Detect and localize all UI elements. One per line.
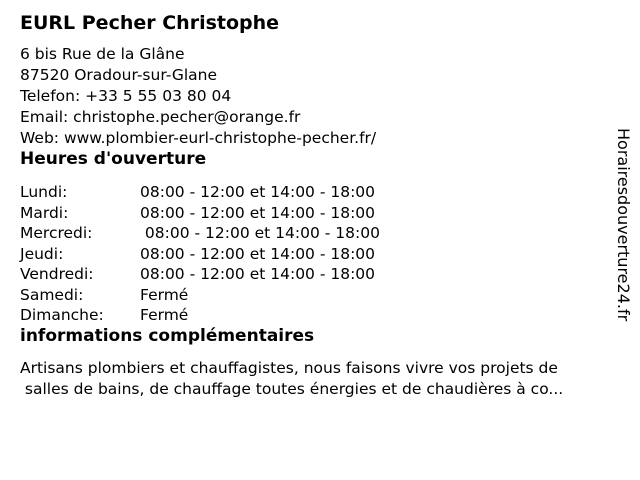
additional-info-text (20, 358, 620, 400)
hours-row-friday (20, 264, 620, 285)
hours-value: 08:00 - 12:00 et 14:00 - 18:00 (140, 203, 376, 222)
phone-line (20, 86, 620, 107)
hours-row-tuesday (20, 203, 620, 224)
hours-value: 08:00 - 12:00 et 14:00 - 18:00 (140, 224, 380, 242)
site-watermark: Horairesdouverture24.fr (614, 128, 633, 322)
phone-label: Telefon: (20, 87, 81, 105)
web-label: Web: (20, 129, 60, 147)
info-line-1: Artisans plombiers et chauffagistes, nous faisons vivre vos projets de (20, 358, 558, 377)
phone-value: +33 5 55 03 80 04 (85, 87, 232, 105)
website-value: www.plombier-eurl-christophe-pecher.fr/ (63, 129, 377, 147)
hours-row-thursday (20, 244, 620, 265)
hours-row-sunday (20, 305, 620, 326)
hours-value: Fermé (140, 306, 189, 324)
day-label: Jeudi: (20, 244, 64, 263)
info-line-2: salles de bains, de chauffage toutes énergies et de chaudières à co... (20, 379, 564, 398)
address-city: 87520 Oradour-sur-Glane (20, 66, 218, 84)
hours-value: 08:00 - 12:00 et 14:00 - 18:00 (140, 244, 376, 263)
hours-row-wednesday (20, 223, 620, 244)
hours-value: Fermé (140, 285, 189, 304)
contact-block (20, 44, 620, 149)
opening-hours-heading: Heures d'ouverture (20, 149, 207, 169)
hours-value: 08:00 - 12:00 et 14:00 - 18:00 (140, 265, 376, 283)
day-label: Mardi: (20, 203, 69, 222)
email-line (20, 107, 620, 128)
day-label: Lundi: (20, 183, 68, 201)
additional-info-heading: informations complémentaires (20, 325, 315, 346)
day-label: Dimanche: (20, 306, 104, 324)
web-line (20, 128, 620, 149)
day-label: Vendredi: (20, 265, 94, 283)
hours-row-monday (20, 182, 620, 203)
day-label: Mercredi: (20, 224, 93, 242)
email-value: christophe.pecher@orange.fr (73, 108, 301, 126)
hours-row-saturday (20, 285, 620, 306)
opening-hours-table (20, 182, 620, 326)
day-label: Samedi: (20, 285, 84, 304)
email-label: Email: (20, 108, 69, 126)
address-street: 6 bis Rue de la Glâne (20, 45, 185, 63)
hours-value: 08:00 - 12:00 et 14:00 - 18:00 (140, 183, 376, 201)
business-name: EURL Pecher Christophe (20, 12, 280, 34)
